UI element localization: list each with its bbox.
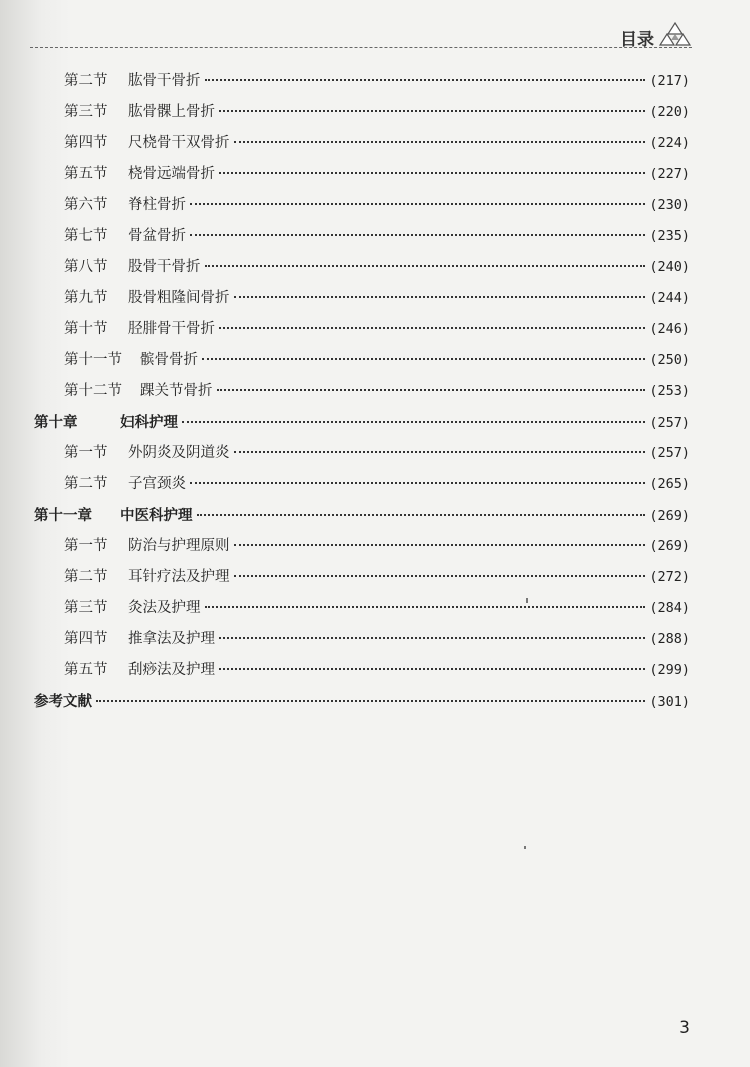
toc-section-row: [0, 159, 750, 190]
toc-section-row: [0, 283, 750, 314]
toc-section-row: [0, 469, 750, 500]
dot-leader: [234, 544, 646, 546]
toc-section-row: [0, 562, 750, 593]
toc-entry-page: (253): [649, 383, 690, 399]
toc-section-row: [0, 252, 750, 283]
toc-section-row: [0, 221, 750, 252]
toc-entry-page: (244): [649, 290, 690, 306]
toc-entry-number: 第十章: [34, 414, 78, 431]
scan-speck: [524, 846, 526, 849]
toc-entry-number: 第一节: [64, 445, 108, 461]
dot-leader: [234, 451, 646, 453]
toc-entry-page: (230): [649, 197, 690, 213]
toc-entry-title: 推拿法及护理: [128, 631, 215, 647]
toc-section-row: [0, 66, 750, 97]
toc-entry-page: (224): [649, 135, 690, 151]
dot-leader: [182, 421, 645, 423]
toc-entry-title: 肱骨髁上骨折: [128, 104, 215, 120]
toc-entry-title: 肱骨干骨折: [128, 73, 201, 89]
toc-entry-number: 第二节: [64, 73, 108, 89]
toc-entry-page: (227): [649, 166, 690, 182]
toc-entry-page: (217): [649, 73, 690, 89]
toc-entry-title: 桡骨远端骨折: [128, 166, 215, 182]
page-number: 3: [679, 1018, 690, 1038]
dot-leader: [205, 606, 646, 608]
toc-entry-number: 第五节: [64, 662, 108, 678]
toc-section-row: [0, 593, 750, 624]
dot-leader: [234, 296, 646, 298]
toc-entry-page: (257): [649, 415, 690, 431]
toc-entry-number: 第六节: [64, 197, 108, 213]
toc-entry-page: (299): [649, 662, 690, 678]
toc-entry-number: 第四节: [64, 135, 108, 151]
toc-chapter-row: [0, 500, 750, 531]
toc-entry-title: 刮痧法及护理: [128, 662, 215, 678]
toc-section-row: [0, 624, 750, 655]
toc-entry-title: 胫腓骨干骨折: [128, 321, 215, 337]
toc-entry-number: 第十一节: [64, 352, 122, 368]
toc-section-row: [0, 314, 750, 345]
toc-entry-number: 第四节: [64, 631, 108, 647]
toc-entry-title: 耳针疗法及护理: [128, 569, 230, 585]
toc-entry-number: 第十节: [64, 321, 108, 337]
toc-entry-page: (284): [649, 600, 690, 616]
dot-leader: [202, 358, 645, 360]
dot-leader: [219, 172, 645, 174]
toc-entry-page: (265): [649, 476, 690, 492]
toc-entry-number: 第二节: [64, 569, 108, 585]
toc-entry-number: 第一节: [64, 538, 108, 554]
toc-entry-number: 第五节: [64, 166, 108, 182]
toc-entry-page: (257): [649, 445, 690, 461]
toc-entry-page: (269): [649, 508, 690, 524]
scan-speck: [526, 598, 528, 603]
toc-chapter-row: [0, 407, 750, 438]
toc-entry-page: (240): [649, 259, 690, 275]
dot-leader: [190, 482, 645, 484]
toc-entry-page: (235): [649, 228, 690, 244]
toc-section-row: [0, 190, 750, 221]
toc-entry-title: 骨盆骨折: [128, 228, 186, 244]
dot-leader: [219, 110, 645, 112]
toc-entry-page: (246): [649, 321, 690, 337]
toc-entry-title: 外阴炎及阴道炎: [128, 445, 230, 461]
toc-entry-title: 参考文献: [34, 693, 92, 710]
toc-entry-number: 第七节: [64, 228, 108, 244]
toc-entry-title: 踝关节骨折: [140, 383, 213, 399]
dot-leader: [205, 265, 646, 267]
toc-references-row: [0, 686, 750, 717]
toc-section-row: [0, 128, 750, 159]
toc-section-row: [0, 97, 750, 128]
toc-entry-title: 脊柱骨折: [128, 197, 186, 213]
dot-leader: [190, 234, 645, 236]
toc-section-row: [0, 655, 750, 686]
toc-entry-number: 第三节: [64, 600, 108, 616]
toc-entry-title: 股骨干骨折: [128, 259, 201, 275]
header-rule: [30, 47, 692, 48]
toc-section-row: [0, 531, 750, 562]
dot-leader: [234, 575, 646, 577]
toc-entry-number: 第十二节: [64, 383, 122, 399]
toc-entry-number: 第二节: [64, 476, 108, 492]
toc-entry-page: (269): [649, 538, 690, 554]
toc-entry-title: 防治与护理原则: [128, 538, 230, 554]
toc-section-row: [0, 438, 750, 469]
dot-leader: [190, 203, 645, 205]
dot-leader: [219, 637, 645, 639]
dot-leader: [234, 141, 646, 143]
dot-leader: [96, 700, 645, 702]
header-title: 目录: [620, 30, 654, 50]
toc-entry-page: (220): [649, 104, 690, 120]
toc-entry-title: 股骨粗隆间骨折: [128, 290, 230, 306]
dot-leader: [197, 514, 646, 516]
toc-entry-page: (272): [649, 569, 690, 585]
toc-entry-title: 妇科护理: [120, 414, 178, 431]
dot-leader: [217, 389, 646, 391]
toc-entry-title: 髌骨骨折: [140, 352, 198, 368]
dot-leader: [205, 79, 646, 81]
toc-entry-number: 第九节: [64, 290, 108, 306]
toc-entry-page: (301): [649, 694, 690, 710]
toc-entry-number: 第十一章: [34, 507, 92, 524]
toc-entry-page: (288): [649, 631, 690, 647]
running-header: [30, 20, 692, 48]
toc-entry-title: 灸法及护理: [128, 600, 201, 616]
toc-section-row: [0, 376, 750, 407]
dot-leader: [219, 668, 645, 670]
triangle-cluster-icon: [658, 22, 692, 46]
toc-entry-number: 第八节: [64, 259, 108, 275]
toc-entry-title: 中医科护理: [120, 507, 193, 524]
toc-entry-title: 尺桡骨干双骨折: [128, 135, 230, 151]
toc-entry-number: 第三节: [64, 104, 108, 120]
dot-leader: [219, 327, 645, 329]
toc-entry-page: (250): [649, 352, 690, 368]
toc-section-row: [0, 345, 750, 376]
toc-entry-title: 子宫颈炎: [128, 476, 186, 492]
